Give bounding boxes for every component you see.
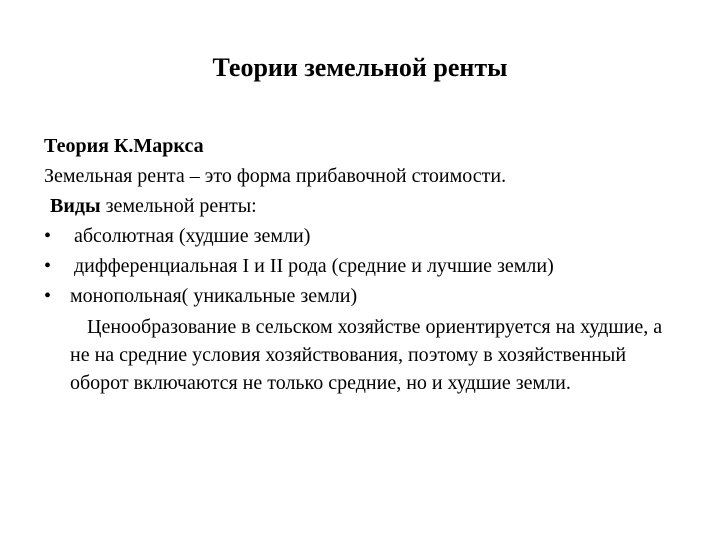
- bullet-icon: •: [44, 285, 52, 307]
- types-heading: [44, 191, 694, 221]
- types-heading-bold: Виды: [50, 195, 101, 217]
- slide-title: Теории земельной ренты: [212, 53, 508, 82]
- bullet-text: абсолютная (худшие земли): [74, 225, 311, 247]
- bullet-icon: •: [44, 225, 52, 247]
- bullet-item: [44, 221, 694, 251]
- types-heading-rest: земельной ренты:: [100, 195, 257, 217]
- slide-content: [44, 131, 694, 397]
- bullet-text: дифференциальная I и II рода (средние и лучшие земли): [74, 255, 554, 277]
- bullet-item: [44, 251, 694, 281]
- bullet-text: монопольная( уникальные земли): [70, 285, 358, 307]
- definition-text: Земельная рента – это форма прибавочной стоимости.: [44, 165, 507, 187]
- subheading: Теория К.Маркса: [44, 135, 204, 157]
- conclusion-paragraph: Ценообразование в сельском хозяйстве ориентируется на худшие, а не на средние условия хозяйствования, поэтому в хозяйственный оборот включаются не только средние, но и худшие земли.: [70, 316, 663, 394]
- bullet-item: [44, 281, 694, 311]
- bullet-icon: •: [44, 255, 52, 277]
